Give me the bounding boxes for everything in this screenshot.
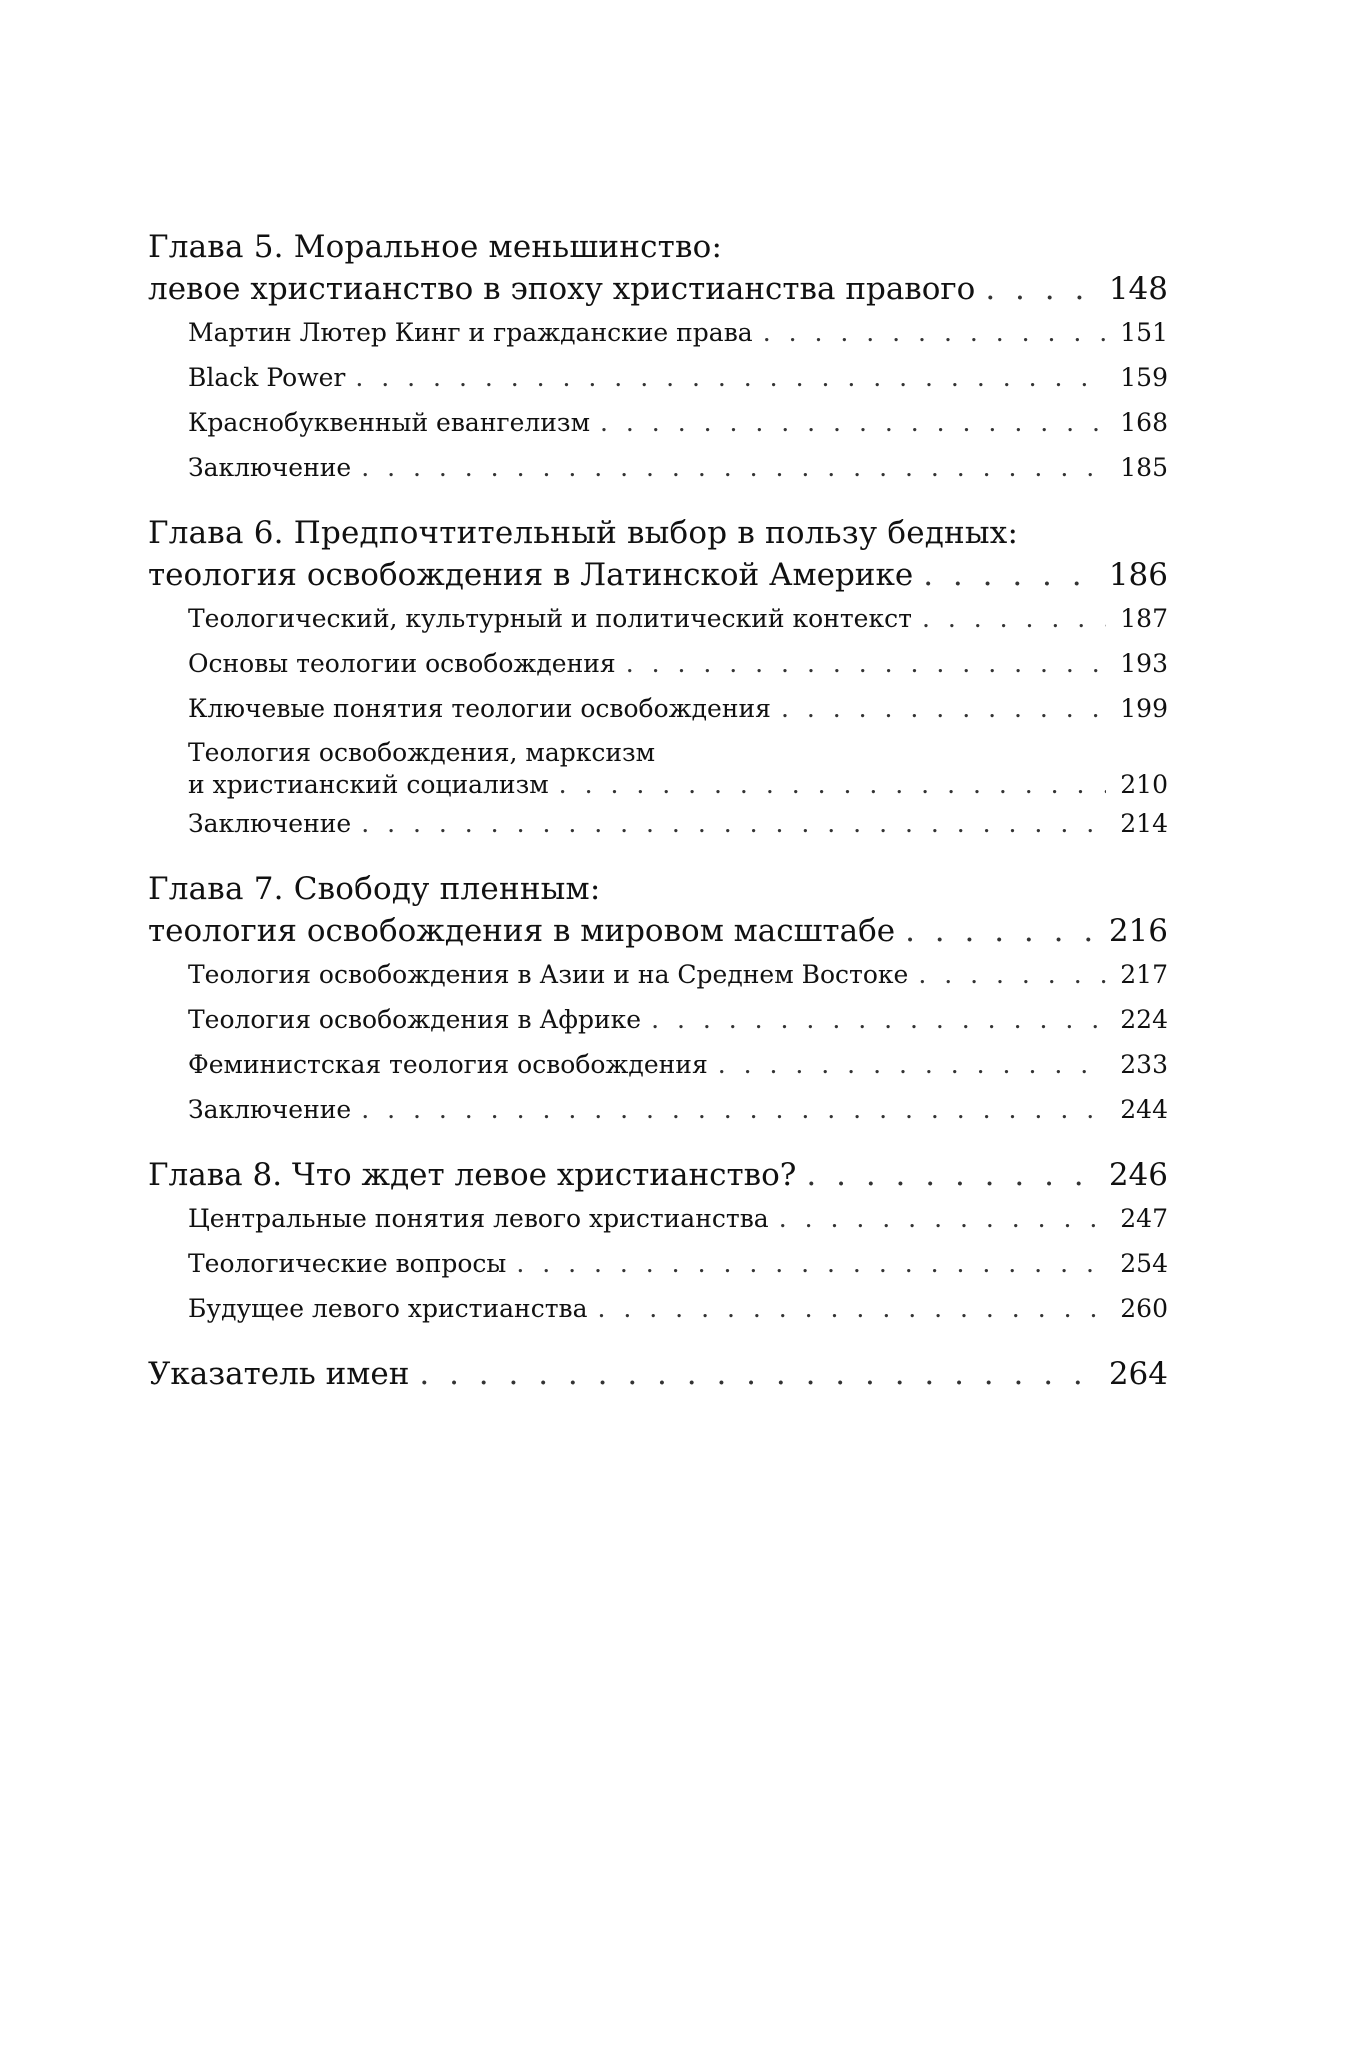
table-of-contents bbox=[148, 226, 1168, 1395]
dot-leader bbox=[918, 952, 1106, 997]
page-number: 159 bbox=[1120, 363, 1168, 392]
section-title: Теология освобождения в Африке bbox=[188, 1005, 642, 1034]
page-number: 210 bbox=[1120, 770, 1168, 799]
section-entry[interactable] bbox=[148, 1286, 1168, 1331]
page-number: 264 bbox=[1108, 1356, 1168, 1392]
chapter-subtitle-entry[interactable] bbox=[148, 910, 1168, 952]
chapter-5 bbox=[148, 226, 1168, 490]
page-number: 244 bbox=[1120, 1095, 1168, 1124]
page-number: 186 bbox=[1108, 557, 1168, 593]
section-entry-multiline[interactable] bbox=[148, 737, 1168, 801]
chapter-subtitle: теология освобождения в Латинской Америке bbox=[148, 557, 914, 593]
dot-leader bbox=[361, 801, 1106, 846]
chapter-subtitle: левое христианство в эпоху христианства правого bbox=[148, 271, 976, 307]
section-entry[interactable] bbox=[148, 1241, 1168, 1286]
section-title: Заключение bbox=[188, 809, 352, 838]
page-number: 168 bbox=[1120, 408, 1168, 437]
dot-leader bbox=[361, 445, 1106, 490]
index-entry[interactable] bbox=[148, 1353, 1168, 1395]
chapter-6 bbox=[148, 512, 1168, 846]
page-number: 224 bbox=[1120, 1005, 1168, 1034]
chapter-8 bbox=[148, 1154, 1168, 1331]
chapter-title-entry[interactable] bbox=[148, 1154, 1168, 1196]
dot-leader bbox=[361, 1087, 1106, 1132]
page-number: 216 bbox=[1108, 913, 1168, 949]
section-title: Теология освобождения в Азии и на Среднем Востоке bbox=[188, 960, 909, 989]
section-title: Мартин Лютер Кинг и гражданские права bbox=[188, 318, 753, 347]
page-number: 254 bbox=[1120, 1249, 1168, 1278]
chapter-title: Глава 7. Свободу пленным: bbox=[148, 871, 601, 907]
section-title: Краснобуквенный евангелизм bbox=[188, 408, 591, 437]
dot-leader bbox=[626, 641, 1107, 686]
dot-leader bbox=[718, 1042, 1107, 1087]
dot-leader bbox=[559, 769, 1107, 801]
page-number: 148 bbox=[1108, 271, 1168, 307]
chapter-7 bbox=[148, 868, 1168, 1132]
dot-leader bbox=[651, 997, 1106, 1042]
page-number: 185 bbox=[1120, 453, 1168, 482]
section-entry[interactable] bbox=[148, 801, 1168, 846]
dot-leader bbox=[806, 1154, 1094, 1196]
section-title: Феминистская теология освобождения bbox=[188, 1050, 708, 1079]
dot-leader bbox=[781, 686, 1106, 731]
section-title: Будущее левого христианства bbox=[188, 1294, 588, 1323]
section-entry[interactable] bbox=[148, 445, 1168, 490]
dot-leader bbox=[600, 400, 1106, 445]
dot-leader bbox=[985, 268, 1095, 310]
section-entry[interactable] bbox=[148, 310, 1168, 355]
dot-leader bbox=[419, 1353, 1094, 1395]
page-number: 260 bbox=[1120, 1294, 1168, 1323]
section-title-line-1: Теология освобождения, марксизм bbox=[188, 738, 656, 767]
chapter-subtitle: теология освобождения в мировом масштабе bbox=[148, 913, 896, 949]
page-number: 217 bbox=[1120, 960, 1168, 989]
section-entry[interactable] bbox=[148, 400, 1168, 445]
page-number: 187 bbox=[1120, 604, 1168, 633]
section-title-line-2: и христианский социализм bbox=[188, 770, 549, 799]
dot-leader bbox=[763, 310, 1107, 355]
section-title: Black Power bbox=[188, 363, 346, 392]
page-number: 246 bbox=[1108, 1157, 1168, 1193]
section-entry[interactable] bbox=[148, 596, 1168, 641]
section-entry[interactable] bbox=[148, 952, 1168, 997]
chapter-title: Глава 6. Предпочтительный выбор в пользу бедных: bbox=[148, 515, 1019, 551]
dot-leader bbox=[922, 596, 1106, 641]
section-entry[interactable] bbox=[148, 997, 1168, 1042]
section-title: Ключевые понятия теологии освобождения bbox=[188, 694, 771, 723]
section-entry[interactable] bbox=[148, 1042, 1168, 1087]
dot-leader bbox=[923, 554, 1095, 596]
page-number: 233 bbox=[1120, 1050, 1168, 1079]
chapter-title: Глава 5. Моральное меньшинство: bbox=[148, 229, 723, 265]
index-title: Указатель имен bbox=[148, 1356, 410, 1392]
section-title: Теологические вопросы bbox=[188, 1249, 507, 1278]
dot-leader bbox=[779, 1196, 1107, 1241]
section-entry[interactable] bbox=[148, 1196, 1168, 1241]
dot-leader bbox=[598, 1286, 1107, 1331]
section-title-line-2-entry bbox=[188, 769, 1168, 801]
chapter-subtitle-entry[interactable] bbox=[148, 268, 1168, 310]
page-number: 151 bbox=[1120, 318, 1168, 347]
chapter-title: Глава 8. Что ждет левое христианство? bbox=[148, 1157, 797, 1193]
section-entry[interactable] bbox=[148, 686, 1168, 731]
section-title: Основы теологии освобождения bbox=[188, 649, 616, 678]
page-number: 199 bbox=[1120, 694, 1168, 723]
page-number: 247 bbox=[1120, 1204, 1168, 1233]
page-number: 193 bbox=[1120, 649, 1168, 678]
section-entry[interactable] bbox=[148, 641, 1168, 686]
dot-leader bbox=[355, 355, 1106, 400]
section-entry[interactable] bbox=[148, 1087, 1168, 1132]
section-title: Центральные понятия левого христианства bbox=[188, 1204, 769, 1233]
section-title: Заключение bbox=[188, 453, 352, 482]
dot-leader bbox=[516, 1241, 1106, 1286]
section-title: Заключение bbox=[188, 1095, 352, 1124]
page-number: 214 bbox=[1120, 809, 1168, 838]
chapter-subtitle-entry[interactable] bbox=[148, 554, 1168, 596]
dot-leader bbox=[905, 910, 1095, 952]
section-title: Теологический, культурный и политический контекст bbox=[188, 604, 912, 633]
section-entry[interactable] bbox=[148, 355, 1168, 400]
